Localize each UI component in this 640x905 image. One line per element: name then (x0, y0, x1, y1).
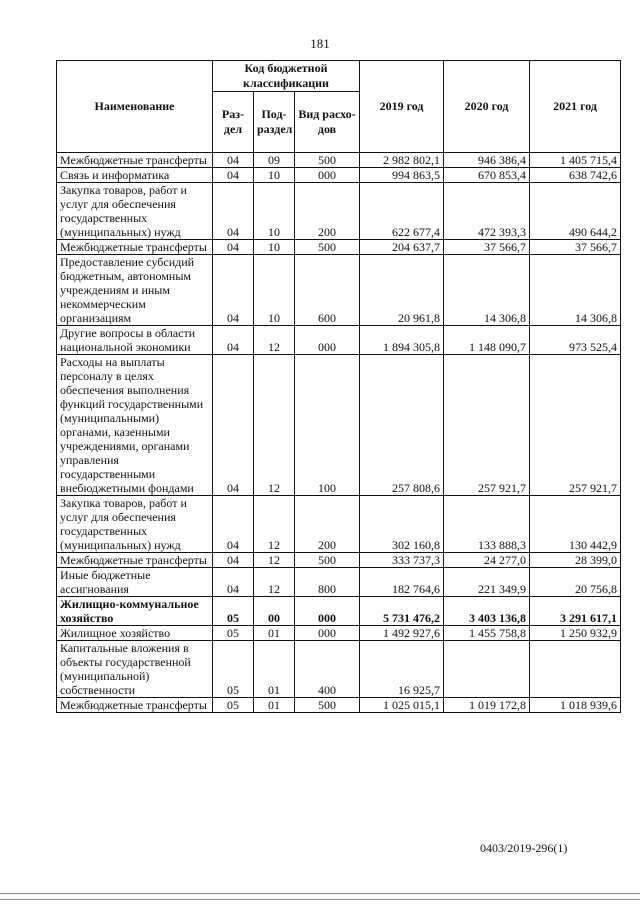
cell-name: Жилищное хозяйство (57, 626, 213, 641)
cell-2020: 946 386,4 (444, 153, 530, 168)
cell-2019: 1 894 305,8 (360, 326, 444, 355)
cell-name: Межбюджетные трансферты (57, 698, 213, 713)
cell-2021: 1 018 939,6 (530, 698, 621, 713)
table-row (57, 240, 621, 255)
table-row (57, 568, 621, 597)
cell-name: Межбюджетные трансферты (57, 553, 213, 568)
cell-2019: 16 925,7 (360, 641, 444, 698)
cell-2019: 1 025 015,1 (360, 698, 444, 713)
cell-razdel: 04 (213, 168, 254, 183)
cell-2021: 1 405 715,4 (530, 153, 621, 168)
cell-podrazdel: 12 (254, 496, 295, 553)
header-2019: 2019 год (360, 61, 444, 153)
cell-razdel: 05 (213, 597, 254, 626)
cell-2021: 3 291 617,1 (530, 597, 621, 626)
cell-vid: 600 (295, 255, 360, 326)
cell-2021: 257 921,7 (530, 355, 621, 496)
cell-name: Предоставление субсидий бюджетным, автономным учреждениям и иным некоммерческим организациям (57, 255, 213, 326)
cell-2021: 130 442,9 (530, 496, 621, 553)
cell-podrazdel: 12 (254, 568, 295, 597)
cell-podrazdel: 01 (254, 641, 295, 698)
cell-razdel: 04 (213, 553, 254, 568)
cell-vid: 200 (295, 183, 360, 240)
cell-name: Другие вопросы в области национальной экономики (57, 326, 213, 355)
cell-podrazdel: 10 (254, 183, 295, 240)
cell-vid: 500 (295, 240, 360, 255)
table-row (57, 496, 621, 553)
cell-2020: 24 277,0 (444, 553, 530, 568)
cell-2020 (444, 641, 530, 698)
header-podrazdel: Под-раздел (254, 92, 295, 153)
cell-name: Межбюджетные трансферты (57, 240, 213, 255)
cell-2021 (530, 641, 621, 698)
cell-vid: 500 (295, 698, 360, 713)
cell-razdel: 04 (213, 153, 254, 168)
cell-name: Иные бюджетные ассигнования (57, 568, 213, 597)
cell-2020: 1 019 172,8 (444, 698, 530, 713)
cell-vid: 000 (295, 168, 360, 183)
table-row-section (57, 597, 621, 626)
cell-vid: 000 (295, 597, 360, 626)
cell-vid: 000 (295, 326, 360, 355)
cell-2020: 14 306,8 (444, 255, 530, 326)
cell-2019: 2 982 802,1 (360, 153, 444, 168)
cell-name: Жилищно-коммунальное хозяйство (57, 597, 213, 626)
cell-2020: 257 921,7 (444, 355, 530, 496)
cell-podrazdel: 01 (254, 698, 295, 713)
cell-vid: 100 (295, 355, 360, 496)
table-row (57, 168, 621, 183)
cell-2021: 973 525,4 (530, 326, 621, 355)
cell-name: Межбюджетные трансферты (57, 153, 213, 168)
cell-podrazdel: 00 (254, 597, 295, 626)
header-2021: 2021 год (530, 61, 621, 153)
cell-2019: 333 737,3 (360, 553, 444, 568)
cell-podrazdel: 10 (254, 168, 295, 183)
cell-name: Закупка товаров, работ и услуг для обеспечения государственных (муниципальных) нужд (57, 183, 213, 240)
header-code-group: Код бюджетной классификации (213, 61, 360, 92)
cell-razdel: 04 (213, 240, 254, 255)
cell-2021: 14 306,8 (530, 255, 621, 326)
cell-2019: 204 637,7 (360, 240, 444, 255)
cell-podrazdel: 12 (254, 326, 295, 355)
cell-razdel: 04 (213, 183, 254, 240)
page-number: 181 (310, 36, 330, 51)
cell-2020: 133 888,3 (444, 496, 530, 553)
table-row (57, 553, 621, 568)
cell-razdel: 04 (213, 568, 254, 597)
scan-edge-line (0, 893, 640, 894)
cell-name: Расходы на выплаты персоналу в целях обеспечения выполнения функций государственными (муниципальными) органами, казенными учреждениями, органами управления государственными внебюджетными фондами (57, 355, 213, 496)
cell-2021: 20 756,8 (530, 568, 621, 597)
cell-name: Капитальные вложения в объекты государственной (муниципальной) собственности (57, 641, 213, 698)
cell-vid: 500 (295, 553, 360, 568)
cell-vid: 200 (295, 496, 360, 553)
header-2020: 2020 год (444, 61, 530, 153)
cell-2020: 670 853,4 (444, 168, 530, 183)
table-row (57, 255, 621, 326)
cell-2021: 37 566,7 (530, 240, 621, 255)
cell-2020: 37 566,7 (444, 240, 530, 255)
cell-podrazdel: 09 (254, 153, 295, 168)
cell-2021: 490 644,2 (530, 183, 621, 240)
cell-2019: 302 160,8 (360, 496, 444, 553)
table-row (57, 183, 621, 240)
cell-2019: 257 808,6 (360, 355, 444, 496)
table-row (57, 626, 621, 641)
cell-podrazdel: 12 (254, 355, 295, 496)
cell-2020: 1 455 758,8 (444, 626, 530, 641)
cell-vid: 800 (295, 568, 360, 597)
cell-vid: 400 (295, 641, 360, 698)
cell-2021: 638 742,6 (530, 168, 621, 183)
cell-razdel: 05 (213, 698, 254, 713)
table-row (57, 326, 621, 355)
cell-2019: 5 731 476,2 (360, 597, 444, 626)
budget-table (56, 60, 621, 713)
cell-vid: 500 (295, 153, 360, 168)
header-vid: Вид расхо-дов (295, 92, 360, 153)
cell-2019: 622 677,4 (360, 183, 444, 240)
cell-2019: 182 764,6 (360, 568, 444, 597)
cell-podrazdel: 01 (254, 626, 295, 641)
header-razdel: Раз-дел (213, 92, 254, 153)
cell-razdel: 04 (213, 496, 254, 553)
document-id: 0403/2019-296(1) (480, 841, 568, 855)
table-row (57, 641, 621, 698)
cell-razdel: 05 (213, 641, 254, 698)
cell-podrazdel: 10 (254, 255, 295, 326)
cell-razdel: 04 (213, 355, 254, 496)
cell-2019: 1 492 927,6 (360, 626, 444, 641)
cell-2021: 28 399,0 (530, 553, 621, 568)
header-name: Наименование (57, 61, 213, 153)
cell-name: Закупка товаров, работ и услуг для обеспечения государственных (муниципальных) нужд (57, 496, 213, 553)
cell-2020: 221 349,9 (444, 568, 530, 597)
cell-vid: 000 (295, 626, 360, 641)
table-row (57, 355, 621, 496)
cell-razdel: 04 (213, 255, 254, 326)
cell-podrazdel: 10 (254, 240, 295, 255)
cell-razdel: 04 (213, 326, 254, 355)
scan-edge-line (0, 899, 640, 900)
cell-2021: 1 250 932,9 (530, 626, 621, 641)
cell-razdel: 05 (213, 626, 254, 641)
table-row (57, 153, 621, 168)
cell-2020: 1 148 090,7 (444, 326, 530, 355)
cell-2019: 20 961,8 (360, 255, 444, 326)
table-row (57, 698, 621, 713)
cell-2020: 472 393,3 (444, 183, 530, 240)
cell-podrazdel: 12 (254, 553, 295, 568)
cell-2019: 994 863,5 (360, 168, 444, 183)
cell-name: Связь и информатика (57, 168, 213, 183)
cell-2020: 3 403 136,8 (444, 597, 530, 626)
